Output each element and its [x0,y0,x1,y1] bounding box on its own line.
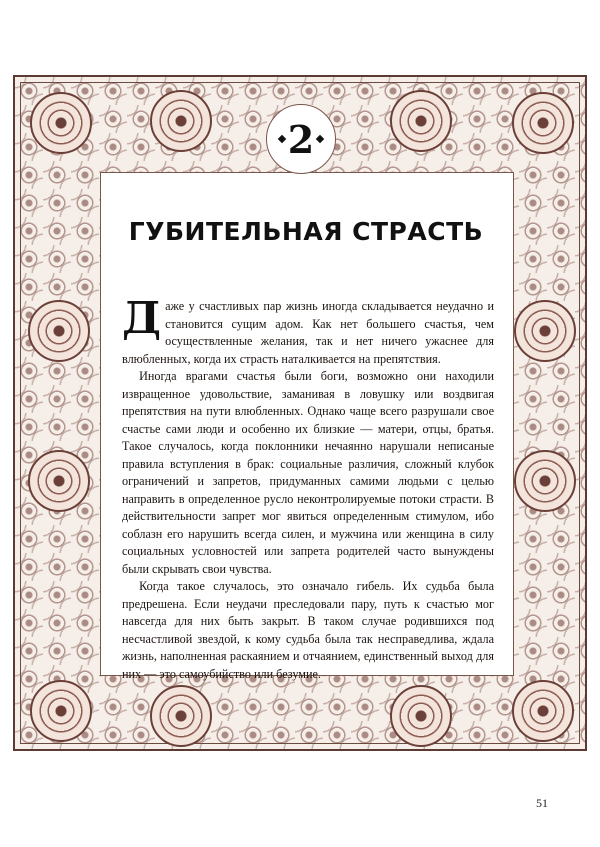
rosette-ornament [514,450,576,512]
chapter-body [122,293,494,683]
chapter-badge [266,104,336,174]
paragraph: Иногда врагами счастья были боги, возможно они находили извращенное удовольствие, заманивая в ловушку или воздвигая препятствия на пути влюбленных. Однако чаще всего разрушали свое счастье сами люди и особенно их близкие — матери, отцы, братья. Такое случалось, когда поклонники нечаянно нарушали неписаные правила вступления в брак: социальные различия, сложный клубок ограничений и запретов, придуманных самими людьми с целью направить в определенное русло неконтролируемые потоки страсти. В действительности запрет мог явиться определенным стимулом, ибо соблазн его нарушить всегда силен, и мужчина или женщина в силу социальных условностей или запрета родителей часто вынуждены были скрывать свои чувства. [122,369,494,576]
diamond-ornament-icon [316,135,324,143]
paragraph: Когда такое случалось, это означало гибель. Их судьба была предрешена. Если неудачи преследовали пару, путь к счастью мог навсегда для них быть закрыт. В таком случае родившихся под несчастливой звездой, к кому судьба была так несправедлива, ждала жизнь, наполненная раскаянием и отчаянием, единственный выход для них — это самоубийство или безумие. [122,579,494,681]
chapter-title: ГУБИТЕЛЬНАЯ СТРАСТЬ [128,217,484,246]
chapter-number: 2 [287,116,315,162]
rosette-ornament [30,92,92,154]
rosette-ornament [512,680,574,742]
rosette-ornament [514,300,576,362]
paragraph [122,293,494,368]
rosette-ornament [390,685,452,747]
paragraph-text: аже у счастливых пар жизнь иногда складывается неудачно и становится сущим адом. Как нет большего счастья, чем осуществленные желания, так и нет ничего ужаснее для влюбленных, когда их страсть наталкивается на препятствия. [122,299,494,366]
rosette-ornament [28,450,90,512]
drop-cap: Д [122,293,162,344]
rosette-ornament [512,92,574,154]
diamond-ornament-icon [278,135,286,143]
page-number: 51 [536,796,548,810]
rosette-ornament [150,685,212,747]
rosette-ornament [150,90,212,152]
rosette-ornament [30,680,92,742]
rosette-ornament [28,300,90,362]
rosette-ornament [390,90,452,152]
